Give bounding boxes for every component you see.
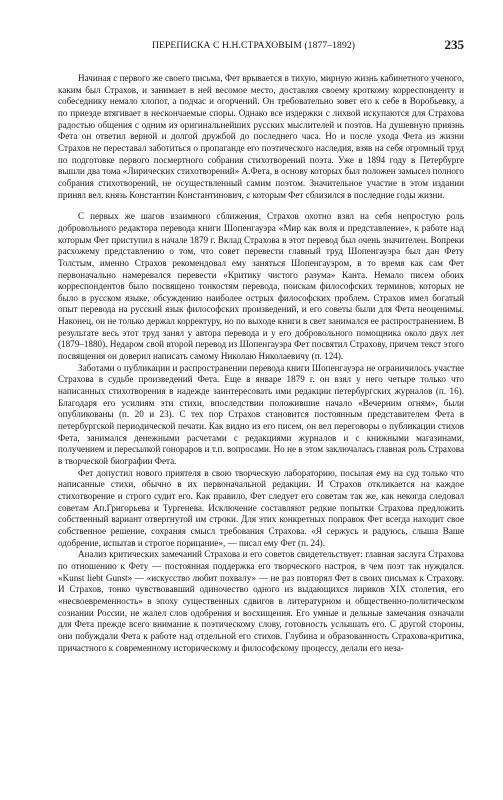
paragraph: Заботами о публикации и распространении перевода книги Шопенгауэра не ограничилось участие Страхова в судьбе произведений Фета. Еще в январе 1879 г. он взял у него четыре только что написанных стихотворения в надежде заинтересовать ими редакции петербургских журналов (п. 16). Благодаря его усилиям эти стихи, впоследствии положившие начало «Вечерним огням», были опубликованы (п. 20 и 23). С тех пор Страхов становится постоянным представителем Фета в петербургской периодической печати. Как видно из его писем, он вел переговоры о публикации стихов Фета, занимался денежными расчетами с редакциями журналов и с книжными магазинами, получением и пересылкой гонораров и т.п. вопросами. Но не в этом заключалась главная роль Страхова в творческой биографии Фета. <box>58 362 464 466</box>
running-title: ПЕРЕПИСКА С Н.Н.СТРАХОВЫМ (1877–1892) <box>152 40 356 51</box>
paragraph: Начиная с первого же своего письма, Фет врывается в тихую, мирную жизнь кабинетного ученого, каким был Страхов, и занимает в ней весомое место, доставляя своему кроткому корреспонденту и собеседнику немало хлопот, а подчас и огорчений. Он требовательно зовет его к себе в Воробьевку, а по приезде втягивает в нескончаемые споры. Однако все издержки с лихвой искупаются для Страхова радостью общения с одним из оригинальнейших русских мыслителей и поэтов. На душевную приязнь Фета он ответил верной и долгой дружбой до последнего часа. Но и после ухода Фета из жизни Страхов не переставал заботиться о пропаганде его поэтического наследия, взяв на себя огромный труд по подготовке первого посмертного собрания стихотворений поэта. Уже в 1894 году в Петербурге вышли два тома «Лирических стихотворений» А.Фета, в основу которых был положен замысел полного собрания стихотворений, не осуществленный самим поэтом. Значительное участие в этом издании принял вел. князь Константин Константинович, с которым Фет сблизился в последние годы жизни. <box>58 73 464 200</box>
page-header <box>58 37 464 55</box>
page-number: 235 <box>444 37 464 52</box>
body-text <box>58 73 464 654</box>
paragraph: С первых же шагов взаимного сближения, Страхов охотно взял на себя непростую роль добровольного редактора перевода книги Шопенгауэра «Мир как воля и представление», к работе над которым Фет приступил в начале 1879 г. Вклад Страхова в этот перевод был очень значителен. Вопреки расхожему представлению о том, что совет перевести главный труд Шопенгауэра был дан Фету Толстым, именно Страхов рекомендовал ему заняться Шопенгауэром, в то время как сам Фет первоначально намеревался перевести «Критику чистого разума» Канта. Немало писем обоих корреспондентов было посвящено тонкостям перевода, поискам философских терминов, которых не было в русском языке, обсуждению наиболее острых философских проблем. Страхов имел богатый опыт перевода на русский язык философских произведений, и его советы были для Фета неоценимы. Наконец, он не только держал корректуру, но по выходе книги в свет занимался ее распространением. В результате весь этот труд занял у автора перевода и у его добровольного помощника около двух лет (1879–1880). Недаром свой второй перевод из Шопенгауэра Фет посвятил Страхову, причем текст этого посвящения он доверил написать самому Николаю Николаевичу (п. 124). <box>58 211 464 362</box>
paragraph: Анализ критических замечаний Страхова и его советов свидетельствует: главная заслуга Страхова по отношению к Фету — постоянная поддержка его творческого настроя, в чем поэт так нуждался. «Kunst liebt Gunst» — «искусство любит похвалу» — не раз повторял Фет в своих письмах к Страхову. И Страхов, тонко чувствовавший одиночество одного из выдающихся лириков XIX столетия, его «несвоевременность» в эпоху существенных сдвигов в литературном и общественно-политическом сознании России, не жалел слов одобрения и восхищения. Его умные и дельные замечания означали для Фета прежде всего внимание к поэтическому слову, готовность услышать его. С другой стороны, они побуждали Фета к работе над отдельной его стихов. Глубина и образованность Страхова-критика, причастного к современному историческому и философскому процессу, делали его неза- <box>58 549 464 653</box>
paragraph: Фет допустил нового приятеля в свою творческую лабораторию, посылая ему на суд только что написанные стихи, обычно в их первоначальной редакции. И Страхов откликается на каждое стихотворение и строго судит его. Как правило, Фет следует его советам так же, как некогда следовал советам Ап.Григорьева и Тургенева. Исключение составляют редкие попытки Страхова предложить собственный вариант отвергнутой им строки. Для этих конкретных поправок Фет всегда находит свое собственное решение, сохраняя смысл требования Страхова. «Я сержусь и радуюсь, слыша Ваше одобрение, испытав и строгое порицание», — писал ему Фет (п. 24). <box>58 467 464 548</box>
